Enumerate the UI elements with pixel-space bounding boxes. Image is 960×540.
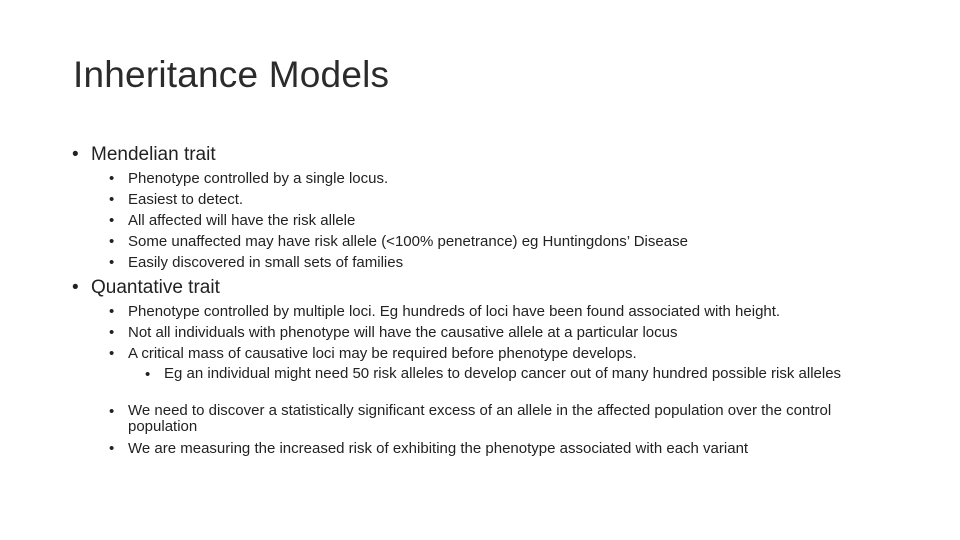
list-item: • Easiest to detect.: [109, 191, 244, 208]
bullet: •: [72, 277, 79, 298]
list-item: • Not all individuals with phenotype will have the causative allele at a particular locus: [109, 324, 678, 341]
list-item: • A critical mass of causative loci may be required before phenotype develops.: [109, 345, 637, 362]
list-item: • Phenotype controlled by a single locus.: [109, 170, 389, 187]
list-item: • We need to discover a statistically significant excess of an allele in the affected population over the control population: [109, 402, 832, 435]
section-heading-text: Mendelian trait: [91, 144, 216, 165]
section-heading-text: Quantative trait: [91, 277, 220, 298]
list-item: • We are measuring the increased risk of exhibiting the phenotype associated with each variant: [109, 440, 749, 457]
list-subitem: • Eg an individual might need 50 risk alleles to develop cancer out of many hundred possible risk alleles: [145, 365, 842, 383]
quantative-list: [109, 301, 889, 459]
list-item: • All affected will have the risk allele: [109, 212, 356, 229]
bullet: •: [72, 144, 79, 165]
mendelian-list: [109, 168, 909, 273]
slide-title: Inheritance Models: [73, 54, 390, 95]
list-item: • Some unaffected may have risk allele (<100% penetrance) eg Huntingdons’ Disease: [109, 233, 688, 250]
list-item: • Phenotype controlled by multiple loci. Eg hundreds of loci have been found associated with height.: [109, 303, 781, 320]
list-item: • Easily discovered in small sets of families: [109, 254, 404, 271]
